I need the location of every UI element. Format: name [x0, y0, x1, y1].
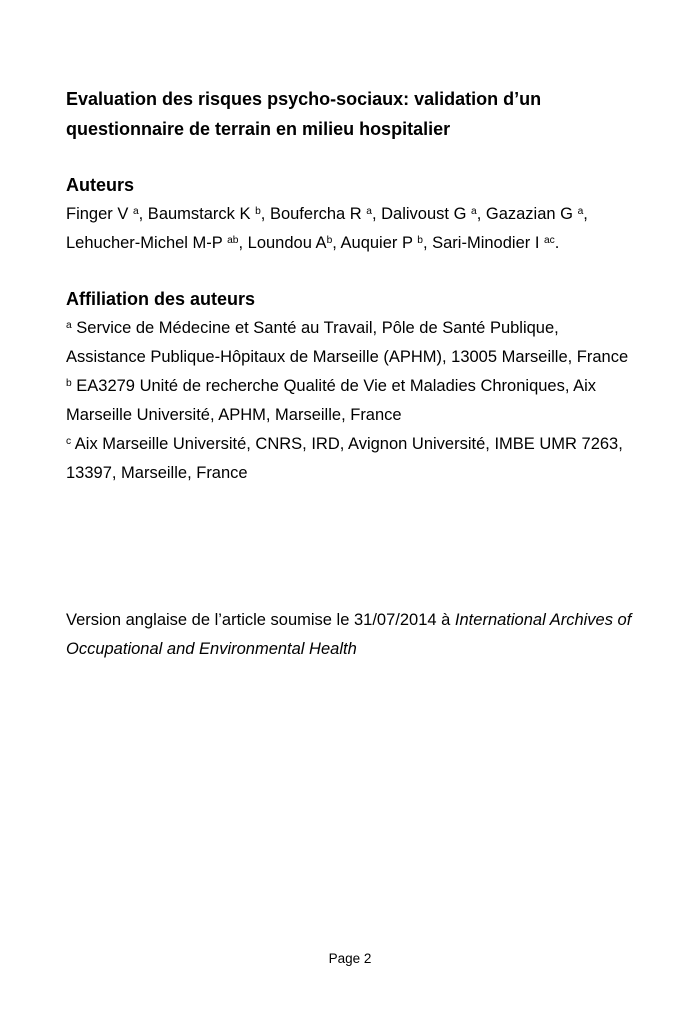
page-number: Page 2	[328, 951, 372, 966]
superscript: ab	[227, 234, 239, 246]
superscript: ac	[544, 234, 555, 246]
superscript: a	[471, 205, 477, 217]
superscript: c	[66, 435, 72, 447]
text-run: , Gazazian G	[476, 205, 578, 223]
text-run: Aix Marseille Université, CNRS, IRD, Avignon Université, IMBE UMR 7263, 13397, Marseille, France	[66, 435, 623, 482]
authors-heading: Auteurs	[66, 175, 135, 195]
authors-list	[66, 200, 636, 258]
superscript: b	[255, 205, 261, 217]
text-run: EA3279 Unité de recherche Qualité de Vie et Maladies Chroniques, Aix Marseille Université, APHM, Marseille, France	[66, 377, 597, 424]
text-run: Finger V	[66, 205, 133, 223]
text-run: Version anglaise de l’article soumise le 31/07/2014 à	[66, 611, 455, 629]
affiliation-item-c	[66, 430, 636, 488]
superscript: a	[132, 205, 139, 217]
text-run: , Dalivoust G	[371, 205, 471, 223]
superscript: b	[417, 234, 423, 246]
superscript: a	[577, 205, 584, 217]
article-title: Evaluation des risques psycho-sociaux: validation d’un questionnaire de terrain en milieu hospitalier	[66, 89, 542, 139]
text-run: , Baumstarck K	[138, 205, 256, 223]
affiliation-item-a	[66, 314, 636, 372]
page-footer	[0, 951, 700, 967]
superscript: a	[366, 205, 372, 217]
superscript: a	[66, 319, 72, 331]
text-run: Service de Médecine et Santé au Travail, Pôle de Santé Publique, Assistance Publique-Hôpitaux de Marseille (APHM), 13005 Marseille, France	[66, 319, 629, 366]
affiliations-list	[66, 314, 636, 488]
text-run: , Loundou A	[238, 234, 327, 252]
italic-run: International Archives of Occupational and Environmental Health	[66, 611, 632, 658]
superscript: b	[66, 377, 72, 389]
text-run: , Auquier P	[332, 234, 418, 252]
text-run: , Lehucher-Michel M-P	[66, 205, 588, 252]
text-run: , Boufercha R	[260, 205, 367, 223]
affiliations-heading: Affiliation des auteurs	[66, 289, 256, 309]
affiliation-item-b	[66, 372, 636, 430]
text-run: .	[554, 234, 560, 252]
text-run: , Sari-Minodier I	[422, 234, 544, 252]
submission-note	[66, 606, 636, 664]
superscript: b	[326, 234, 333, 246]
